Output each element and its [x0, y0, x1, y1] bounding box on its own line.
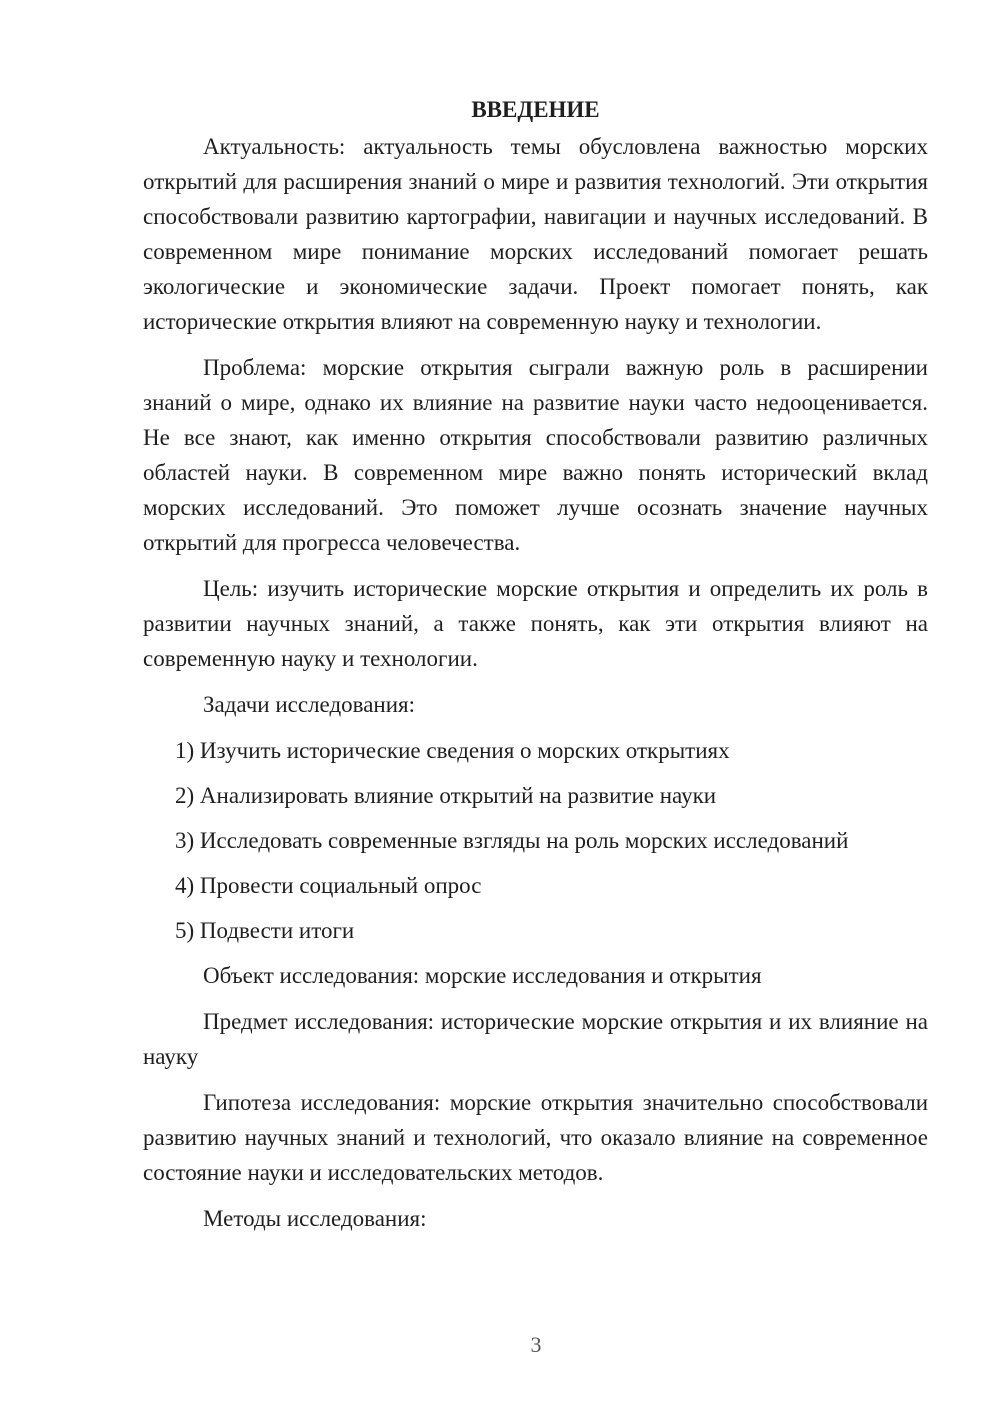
list-item: 3) Исследовать современные взгляды на роль морских исследований [175, 828, 849, 853]
subject-paragraph: Предмет исследования: исторические морские открытия и их влияние на науку [143, 1009, 928, 1069]
tasks-heading: Задачи исследования: [203, 692, 416, 717]
list-item: 4) Провести социальный опрос [175, 873, 482, 898]
tasks-list [143, 733, 928, 948]
list-item: 5) Подвести итоги [175, 918, 355, 943]
object-paragraph: Объект исследования: морские исследования и открытия [203, 963, 762, 988]
problem-paragraph: Проблема: морские открытия сыграли важную роль в расширении знаний о мире, однако их влияние на развитие науки часто недооценивается. Не все знают, как именно открытия способствовали развитию различных областей науки. В современном мире важно понять исторический вклад морских исследований. Это поможет лучше осознать значение научных открытий для прогресса человечества. [143, 355, 928, 555]
relevance-paragraph: Актуальность: актуальность темы обусловлена важностью морских открытий для расширения знаний о мире и развития технологий. Эти открытия способствовали развитию картографии, навигации и научных исследований. В современном мире понимание морских исследований помогает решать экологические и экономические задачи. Проект помогает понять, как исторические открытия влияют на современную науку и технологии. [143, 134, 928, 334]
methods-heading: Методы исследования: [203, 1206, 427, 1231]
goal-paragraph: Цель: изучить исторические морские открытия и определить их роль в развитии научных знаний, а также понять, как эти открытия влияют на современную науку и технологии. [143, 576, 928, 671]
hypothesis-paragraph: Гипотеза исследования: морские открытия значительно способствовали развитию научных знаний и технологий, что оказало влияние на современное состояние науки и исследовательских методов. [143, 1090, 928, 1185]
page-number: 3 [530, 1332, 542, 1357]
list-item: 2) Анализировать влияние открытий на развитие науки [175, 783, 717, 808]
document-page [143, 92, 928, 1247]
section-title: ВВЕДЕНИЕ [471, 97, 600, 122]
list-item: 1) Изучить исторические сведения о морских открытиях [175, 738, 730, 763]
